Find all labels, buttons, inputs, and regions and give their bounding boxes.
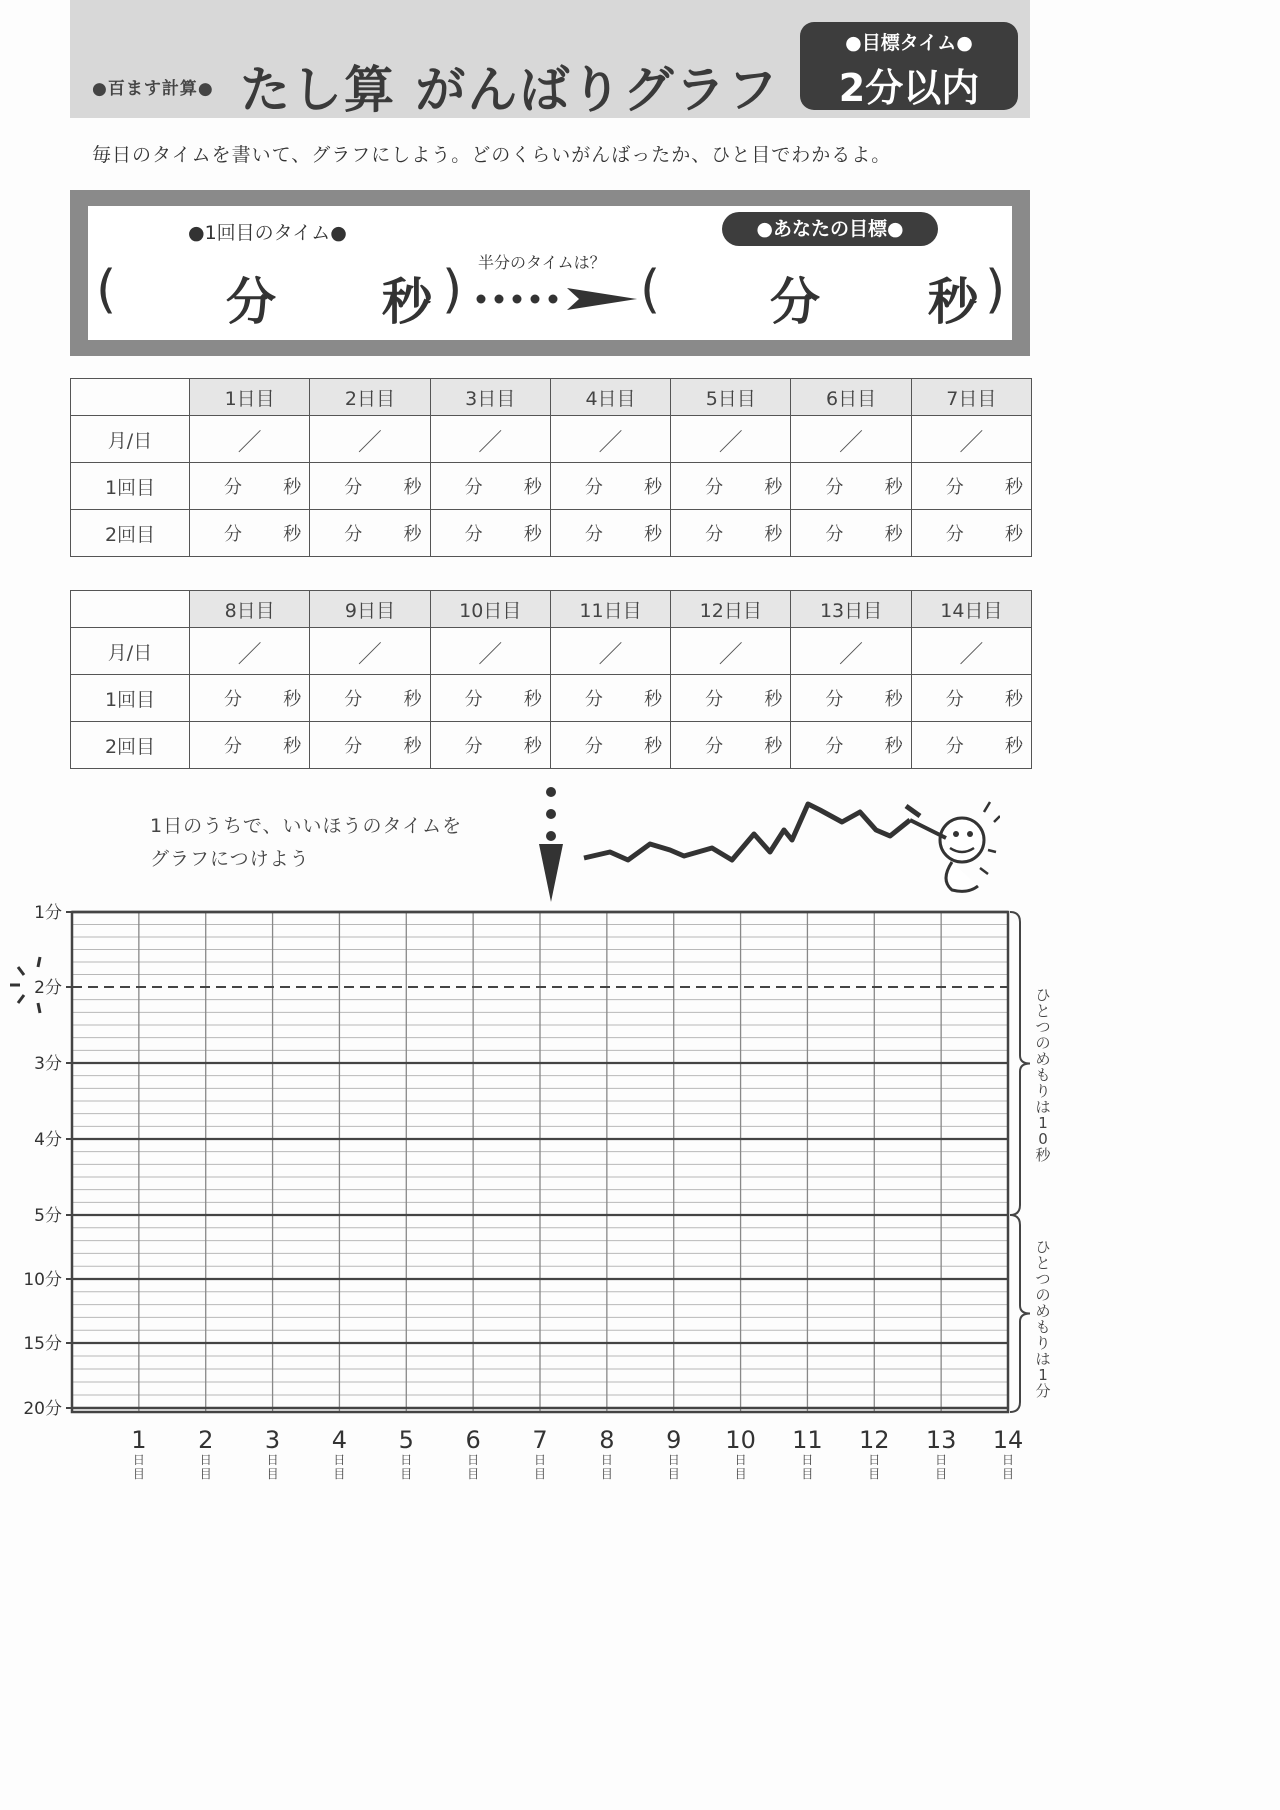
x-axis-suffix: 日 xyxy=(400,1453,413,1467)
goal-time-box xyxy=(800,22,1018,110)
time-cell[interactable] xyxy=(911,722,1031,769)
time-cell[interactable] xyxy=(671,463,791,510)
note-lower-scale: 1 xyxy=(1038,1366,1048,1384)
y-axis-label: 10分 xyxy=(23,1270,62,1290)
your-goal-label: ●あなたの目標● xyxy=(722,212,938,246)
second-unit: 秒 xyxy=(283,477,302,498)
date-cell[interactable]: ／ xyxy=(671,628,791,675)
graph-instructions-line: グラフにつけよう xyxy=(150,848,310,870)
date-cell[interactable]: ／ xyxy=(430,628,550,675)
second-unit: 秒 xyxy=(884,524,903,545)
time-cell[interactable] xyxy=(550,510,670,557)
x-axis-label: 6 xyxy=(465,1426,481,1454)
goal-time-label: ●目標タイム● xyxy=(845,32,973,54)
minute-unit: 分 xyxy=(825,689,844,710)
first-time-close-paren: ) xyxy=(442,260,463,320)
time-cell[interactable] xyxy=(911,510,1031,557)
time-cell[interactable] xyxy=(430,463,550,510)
goal-open-paren: ( xyxy=(640,260,661,320)
day-header: 3日目 xyxy=(430,379,550,416)
second-unit: 秒 xyxy=(764,736,783,757)
y-axis-label: 15分 xyxy=(23,1334,62,1354)
time-cell[interactable] xyxy=(791,722,911,769)
day-header: 9日目 xyxy=(310,591,430,628)
minute-unit: 分 xyxy=(945,689,964,710)
second-unit: 秒 xyxy=(644,524,663,545)
note-upper-scale: は xyxy=(1035,1098,1051,1116)
goal-second-field[interactable]: 秒 xyxy=(928,273,978,331)
time-cell[interactable] xyxy=(190,463,310,510)
note-lower-scale: め xyxy=(1035,1302,1051,1320)
first-time-open-paren: ( xyxy=(96,260,117,320)
time-cell[interactable] xyxy=(550,463,670,510)
x-axis-label: 12 xyxy=(859,1426,890,1454)
second-unit: 秒 xyxy=(523,736,542,757)
time-cell[interactable] xyxy=(430,675,550,722)
time-cell[interactable] xyxy=(310,675,430,722)
minute-unit: 分 xyxy=(705,736,724,757)
date-cell[interactable]: ／ xyxy=(190,416,310,463)
day-header: 11日目 xyxy=(550,591,670,628)
note-lower-scale: も xyxy=(1035,1318,1051,1336)
note-lower-scale: ひ xyxy=(1035,1238,1051,1256)
time-cell[interactable] xyxy=(791,510,911,557)
note-upper-scale: も xyxy=(1035,1066,1051,1084)
second-unit: 秒 xyxy=(523,477,542,498)
x-axis-label: 1 xyxy=(131,1426,147,1454)
minute-unit: 分 xyxy=(584,477,603,498)
x-axis-suffix: 日 xyxy=(801,1453,814,1467)
note-lower-scale: の xyxy=(1035,1286,1051,1304)
minute-unit: 分 xyxy=(224,736,242,757)
time-cell[interactable] xyxy=(791,675,911,722)
day-header: 8日目 xyxy=(190,591,310,628)
minute-unit: 分 xyxy=(945,524,964,545)
time-cell[interactable] xyxy=(190,675,310,722)
x-axis-suffix: 目 xyxy=(801,1467,814,1480)
minute-unit: 分 xyxy=(705,524,724,545)
minute-unit: 分 xyxy=(705,477,724,498)
minute-unit: 分 xyxy=(224,689,242,710)
goal-burst-mark xyxy=(38,1003,40,1013)
y-axis-label: 2分 xyxy=(34,978,62,998)
second-unit: 秒 xyxy=(1005,689,1023,710)
x-axis-suffix: 目 xyxy=(935,1467,948,1480)
date-cell[interactable]: ／ xyxy=(671,416,791,463)
header-prefix: ●百ます計算● xyxy=(92,79,214,99)
x-axis-label: 9 xyxy=(666,1426,682,1454)
note-lower-scale: は xyxy=(1035,1350,1051,1368)
x-axis-label: 4 xyxy=(331,1426,348,1454)
second-unit: 秒 xyxy=(283,689,302,710)
y-axis-label: 1分 xyxy=(34,903,62,923)
date-cell[interactable]: ／ xyxy=(190,628,310,675)
x-axis-label: 10 xyxy=(725,1426,756,1454)
half-time-label: 半分のタイムは？ xyxy=(478,253,606,272)
minute-unit: 分 xyxy=(344,524,363,545)
note-upper-scale: り xyxy=(1035,1082,1051,1100)
run-2-row xyxy=(71,722,1032,769)
run-2-label: 2回目 xyxy=(71,722,190,769)
first-time-second-field[interactable]: 秒 xyxy=(382,273,432,331)
x-axis-suffix: 目 xyxy=(868,1467,881,1480)
x-axis-suffix: 日 xyxy=(868,1453,881,1467)
time-cell[interactable] xyxy=(671,675,791,722)
x-axis-suffix: 日 xyxy=(467,1453,480,1467)
x-axis-label: 5 xyxy=(398,1426,414,1454)
instructions-text: 毎日のタイムを書いて、グラフにしよう。どのくらいがんばったか、ひと目でわかるよ。 xyxy=(92,144,892,166)
x-axis-suffix: 目 xyxy=(333,1467,346,1480)
date-cell[interactable]: ／ xyxy=(791,416,911,463)
x-axis-suffix: 目 xyxy=(600,1467,613,1480)
y-axis-label: 3分 xyxy=(34,1054,62,1074)
brace-upper xyxy=(1010,912,1030,1215)
x-axis-label: 2 xyxy=(198,1426,214,1454)
note-upper-scale: つ xyxy=(1035,1018,1051,1036)
table-header-row xyxy=(71,379,1032,416)
x-axis-suffix: 日 xyxy=(132,1453,145,1467)
minute-unit: 分 xyxy=(945,477,964,498)
x-axis-suffix: 目 xyxy=(734,1467,747,1480)
second-unit: 秒 xyxy=(403,477,422,498)
x-axis-suffix: 日 xyxy=(734,1453,747,1467)
minute-unit: 分 xyxy=(705,689,724,710)
second-unit: 秒 xyxy=(403,524,422,545)
x-axis-suffix: 目 xyxy=(132,1467,145,1480)
time-cell[interactable] xyxy=(911,463,1031,510)
note-upper-scale: め xyxy=(1035,1050,1051,1068)
day-header: 4日目 xyxy=(550,379,670,416)
first-time-label: ●1回目のタイム● xyxy=(188,222,347,244)
time-cell[interactable] xyxy=(550,722,670,769)
day-header: 13日目 xyxy=(791,591,911,628)
x-axis-suffix: 目 xyxy=(533,1467,547,1480)
x-axis-label: 13 xyxy=(925,1426,957,1454)
y-axis-label: 4分 xyxy=(34,1130,62,1150)
x-axis-suffix: 日 xyxy=(600,1453,613,1467)
second-unit: 秒 xyxy=(523,524,542,545)
x-axis-suffix: 目 xyxy=(1001,1467,1015,1480)
second-unit: 秒 xyxy=(764,689,783,710)
time-cell[interactable] xyxy=(430,722,550,769)
time-cell[interactable] xyxy=(190,510,310,557)
date-cell[interactable]: ／ xyxy=(911,628,1031,675)
date-cell[interactable]: ／ xyxy=(310,416,430,463)
minute-unit: 分 xyxy=(344,477,363,498)
record-table-week-2 xyxy=(70,590,1032,769)
mountain-climber-icon xyxy=(580,790,1000,900)
time-cell[interactable] xyxy=(550,675,670,722)
graph-instructions xyxy=(150,810,462,876)
run-1-row xyxy=(71,675,1032,722)
minute-unit: 分 xyxy=(825,736,844,757)
x-axis-label: 8 xyxy=(599,1426,615,1454)
second-unit: 秒 xyxy=(283,736,302,757)
minute-unit: 分 xyxy=(464,524,483,545)
x-axis-suffix: 日 xyxy=(1001,1453,1015,1467)
y-axis-label: 20分 xyxy=(23,1399,62,1419)
note-upper-scale: ひ xyxy=(1035,986,1051,1004)
second-unit: 秒 xyxy=(884,689,903,710)
goal-burst-mark xyxy=(38,957,40,967)
minute-unit: 分 xyxy=(825,524,844,545)
time-cell[interactable] xyxy=(430,510,550,557)
date-cell[interactable]: ／ xyxy=(310,628,430,675)
minute-unit: 分 xyxy=(584,689,603,710)
second-unit: 秒 xyxy=(523,689,542,710)
date-cell[interactable]: ／ xyxy=(791,628,911,675)
minute-unit: 分 xyxy=(464,477,483,498)
x-axis-suffix: 目 xyxy=(667,1467,680,1480)
second-unit: 秒 xyxy=(403,689,422,710)
page-title: たし算 がんばりグラフ xyxy=(240,61,780,119)
minute-unit: 分 xyxy=(945,736,964,757)
x-axis-suffix: 目 xyxy=(266,1467,279,1480)
run-1-label: 1回目 xyxy=(71,675,190,722)
note-upper-scale: 0 xyxy=(1038,1130,1048,1148)
minute-unit: 分 xyxy=(344,736,363,757)
run-2-row xyxy=(71,510,1032,557)
date-cell[interactable]: ／ xyxy=(550,628,670,675)
day-header: 10日目 xyxy=(430,591,550,628)
table-corner-cell xyxy=(71,591,190,628)
goal-burst-mark xyxy=(18,967,24,975)
date-cell[interactable]: ／ xyxy=(550,416,670,463)
note-upper-scale: 秒 xyxy=(1035,1146,1051,1164)
second-unit: 秒 xyxy=(764,477,783,498)
x-axis-suffix: 日 xyxy=(266,1453,279,1467)
time-cell[interactable] xyxy=(310,510,430,557)
run-1-row xyxy=(71,463,1032,510)
time-cell[interactable] xyxy=(671,722,791,769)
minute-unit: 分 xyxy=(464,736,483,757)
goal-minute-field[interactable]: 分 xyxy=(770,273,820,331)
time-cell[interactable] xyxy=(310,722,430,769)
second-unit: 秒 xyxy=(644,477,663,498)
date-row xyxy=(71,416,1032,463)
note-lower-scale: り xyxy=(1035,1334,1051,1352)
note-lower-scale: つ xyxy=(1035,1270,1051,1288)
run-1-label: 1回目 xyxy=(71,463,190,510)
day-header: 6日目 xyxy=(791,379,911,416)
x-axis-suffix: 日 xyxy=(199,1453,212,1467)
second-unit: 秒 xyxy=(644,736,663,757)
second-unit: 秒 xyxy=(764,524,783,545)
table-header-row xyxy=(71,591,1032,628)
time-cell[interactable] xyxy=(671,510,791,557)
day-header: 14日目 xyxy=(911,591,1031,628)
date-cell[interactable]: ／ xyxy=(430,416,550,463)
x-axis-suffix: 日 xyxy=(333,1453,346,1467)
second-unit: 秒 xyxy=(1005,524,1023,545)
second-unit: 秒 xyxy=(884,477,903,498)
x-axis-suffix: 日 xyxy=(667,1453,680,1467)
note-upper-scale: の xyxy=(1035,1034,1051,1052)
time-cell[interactable] xyxy=(190,722,310,769)
day-header: 2日目 xyxy=(310,379,430,416)
dotted-arrow-icon xyxy=(475,284,640,314)
time-cell[interactable] xyxy=(310,463,430,510)
graph-labels xyxy=(23,903,1051,1480)
record-table-week-1 xyxy=(70,378,1032,557)
second-unit: 秒 xyxy=(884,736,903,757)
day-header: 5日目 xyxy=(671,379,791,416)
progress-graph xyxy=(0,900,1280,1480)
date-cell[interactable]: ／ xyxy=(911,416,1031,463)
x-axis-label: 3 xyxy=(264,1426,281,1454)
goal-time-value: 2分以内 xyxy=(838,66,980,110)
minute-unit: 分 xyxy=(344,689,363,710)
date-row-label: 月/日 xyxy=(71,416,190,463)
second-unit: 秒 xyxy=(283,524,302,545)
x-axis-suffix: 目 xyxy=(199,1467,212,1480)
day-header: 7日目 xyxy=(911,379,1031,416)
x-axis-label: 14 xyxy=(992,1426,1024,1454)
minute-unit: 分 xyxy=(584,524,603,545)
minute-unit: 分 xyxy=(224,524,242,545)
graph-grid xyxy=(10,912,1030,1412)
second-unit: 秒 xyxy=(403,736,422,757)
minute-unit: 分 xyxy=(464,689,483,710)
minute-unit: 分 xyxy=(584,736,603,757)
x-axis-suffix: 日 xyxy=(935,1453,948,1467)
x-axis-label: 7 xyxy=(532,1426,548,1454)
table-corner-cell xyxy=(71,379,190,416)
first-time-minute-field[interactable]: 分 xyxy=(226,273,276,331)
run-2-label: 2回目 xyxy=(71,510,190,557)
y-axis-label: 5分 xyxy=(34,1206,62,1226)
x-axis-label: 11 xyxy=(792,1426,823,1454)
second-unit: 秒 xyxy=(1005,477,1023,498)
time-cell[interactable] xyxy=(791,463,911,510)
note-upper-scale: と xyxy=(1035,1002,1051,1020)
date-row-label: 月/日 xyxy=(71,628,190,675)
note-lower-scale: と xyxy=(1035,1254,1051,1272)
x-axis-suffix: 目 xyxy=(467,1467,480,1480)
goal-close-paren: ) xyxy=(985,260,1006,320)
second-unit: 秒 xyxy=(1005,736,1023,757)
note-upper-scale: 1 xyxy=(1038,1114,1048,1132)
time-cell[interactable] xyxy=(911,675,1031,722)
brace-lower xyxy=(1010,1215,1030,1412)
date-row xyxy=(71,628,1032,675)
day-header: 1日目 xyxy=(190,379,310,416)
second-unit: 秒 xyxy=(644,689,663,710)
note-lower-scale: 分 xyxy=(1035,1382,1051,1400)
down-arrow-icon xyxy=(536,784,566,904)
minute-unit: 分 xyxy=(224,477,242,498)
graph-instructions-line: 1日のうちで、いいほうのタイムを xyxy=(150,815,463,837)
x-axis-suffix: 日 xyxy=(533,1453,547,1467)
goal-burst-mark xyxy=(18,995,24,1003)
x-axis-suffix: 目 xyxy=(400,1467,413,1480)
day-header: 12日目 xyxy=(671,591,791,628)
minute-unit: 分 xyxy=(825,477,844,498)
